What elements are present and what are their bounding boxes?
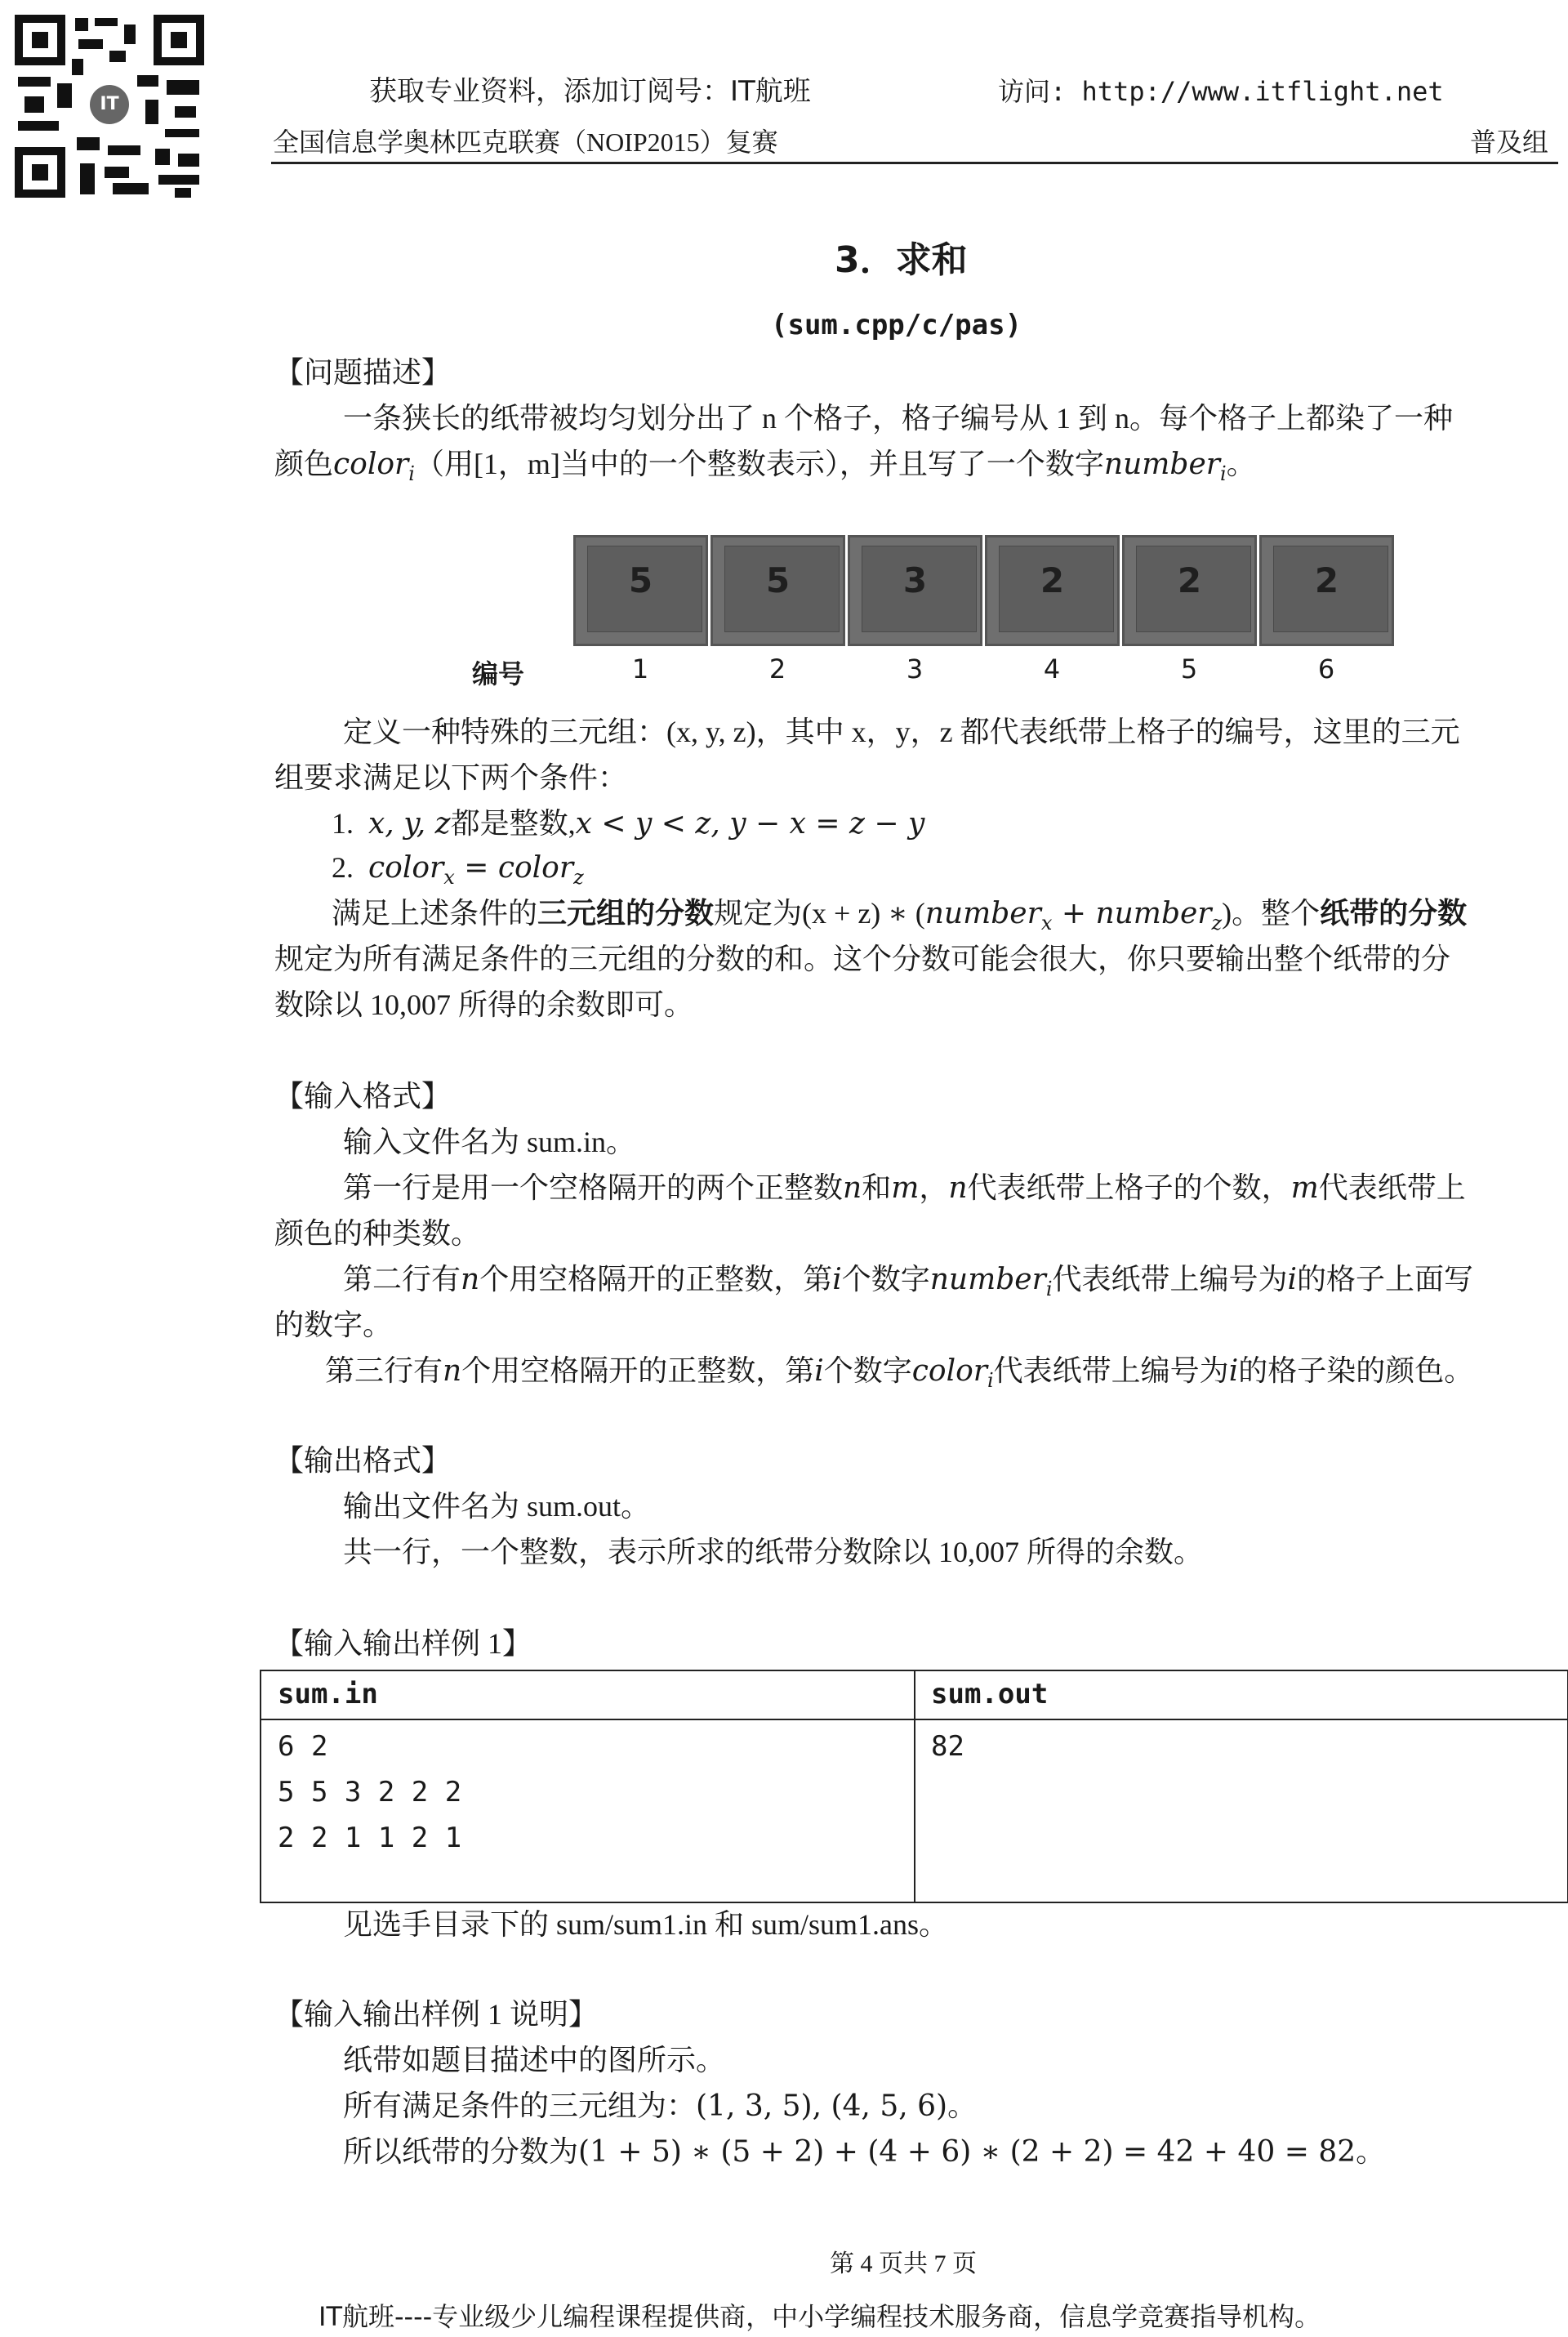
sample-note: 见选手目录下的 sum/sum1.in 和 sum/sum1.ans。 [343,1908,949,1941]
tape-cell: 2 [985,535,1120,646]
description-line-2: 颜色color$_i$（用[1，m]当中的一个整数表示），并且写了一个数字number$_i$。 [274,448,1256,486]
sample-input-line: 6 2 [278,1730,328,1763]
input-file-name: 输入文件名为 sum.in。 [343,1126,636,1158]
tape-cell: 5 [573,535,708,646]
header-rule [271,162,1558,164]
sample-heading: 【输入输出样例 1】 [274,1627,532,1660]
group-label: 普及组 [1470,127,1549,157]
explanation-line-2: 所有满足条件的三元组为：(1, 3, 5), (4, 5, 6)。 [343,2089,978,2123]
tape-index: 5 [1180,653,1198,685]
header-promo: 获取专业资料，添加订阅号：IT航班 [369,75,811,108]
header-visit-url[interactable]: 访问: http://www.itflight.net [998,76,1444,107]
output-description: 共一行，一个整数，表示所求的纸带分数除以 10,007 所得的余数。 [343,1536,1204,1568]
tape-index: 2 [768,653,786,685]
input-line-2-cont: 的数字。 [274,1309,393,1341]
sample-input-header: sum.in [278,1678,378,1710]
sample-output-line: 82 [931,1730,964,1763]
sample-input-line: 5 5 3 2 2 2 [278,1776,462,1808]
tape-cell: 2 [1259,535,1394,646]
output-format-heading: 【输出格式】 [274,1444,452,1477]
problem-title: 3．求和 [835,239,968,281]
condition-1: 1. x, y, z都是整数,x < y < z, y − x = z − y [332,807,925,841]
description-heading: 【问题描述】 [274,356,452,389]
input-format-heading: 【输入格式】 [274,1080,452,1113]
tape-index: 1 [631,653,649,685]
input-line-1: 第一行是用一个空格隔开的两个正整数n和m，n代表纸带上格子的个数，m代表纸带上 [343,1171,1466,1205]
page-number: 第 4 页共 7 页 [830,2250,977,2277]
condition-2: 2. color$_x$ = color$_z$ [332,851,584,890]
tape-index: 6 [1317,653,1335,685]
tape-cell: 5 [710,535,845,646]
tape-cell: 3 [848,535,982,646]
qr-code [15,15,204,198]
input-line-2: 第二行有n个用空格隔开的正整数，第i个数字number$_i$代表纸带上编号为i的格子上面写 [343,1263,1474,1301]
tape-cell: 2 [1122,535,1257,646]
qr-finder-top-left [15,15,65,65]
output-file-name: 输出文件名为 sum.out。 [343,1490,651,1523]
definition-line-2: 组要求满足以下两个条件： [274,761,628,794]
input-line-3: 第三行有n个用空格隔开的正整数，第i个数字color$_i$代表纸带上编号为i的格子染的颜色。 [325,1354,1474,1393]
sample-table [260,1670,1568,1903]
qr-logo: IT [90,85,129,124]
tape-index: 4 [1043,653,1061,685]
score-line-2: 规定为所有满足条件的三元组的分数的和。这个分数可能会很大，你只要输出整个纸带的分 [274,943,1451,975]
score-line-3: 数除以 10,007 所得的余数即可。 [274,988,694,1021]
definition-line-1: 定义一种特殊的三元组：(x, y, z)，其中 x，y，z 都代表纸带上格子的编号，这里的三元 [343,716,1460,748]
problem-files: (sum.cpp/c/pas) [771,309,1022,341]
contest-name: 全国信息学奥林匹克联赛（NOIP2015）复赛 [273,127,778,157]
sample-input-line: 2 2 1 1 2 1 [278,1822,462,1854]
tape-index: 3 [906,653,924,685]
explanation-heading: 【输入输出样例 1 说明】 [274,1998,599,2031]
footer-promo: IT航班----专业级少儿编程课程提供商，中小学编程技术服务商，信息学竞赛指导机构。 [318,2301,1321,2332]
sample-output-header: sum.out [931,1678,1049,1710]
qr-finder-top-right [154,15,204,65]
tape-index-label: 编号 [472,658,525,689]
input-line-1-cont: 颜色的种类数。 [274,1217,481,1250]
qr-finder-bottom-left [15,147,65,198]
score-line-1: 满足上述条件的三元组的分数规定为(x + z) ∗ (number$_x$ + number$_z$)。整个纸带的分数 [332,897,1468,935]
description-line-1: 一条狭长的纸带被均匀划分出了 n 个格子，格子编号从 1 到 n。每个格子上都染了一种 [343,402,1454,435]
explanation-line-1: 纸带如题目描述中的图所示。 [343,2044,726,2076]
explanation-line-3: 所以纸带的分数为(1 + 5) ∗ (5 + 2) + (4 + 6) ∗ (2 + 2) = 42 + 40 = 82。 [343,2135,1386,2169]
